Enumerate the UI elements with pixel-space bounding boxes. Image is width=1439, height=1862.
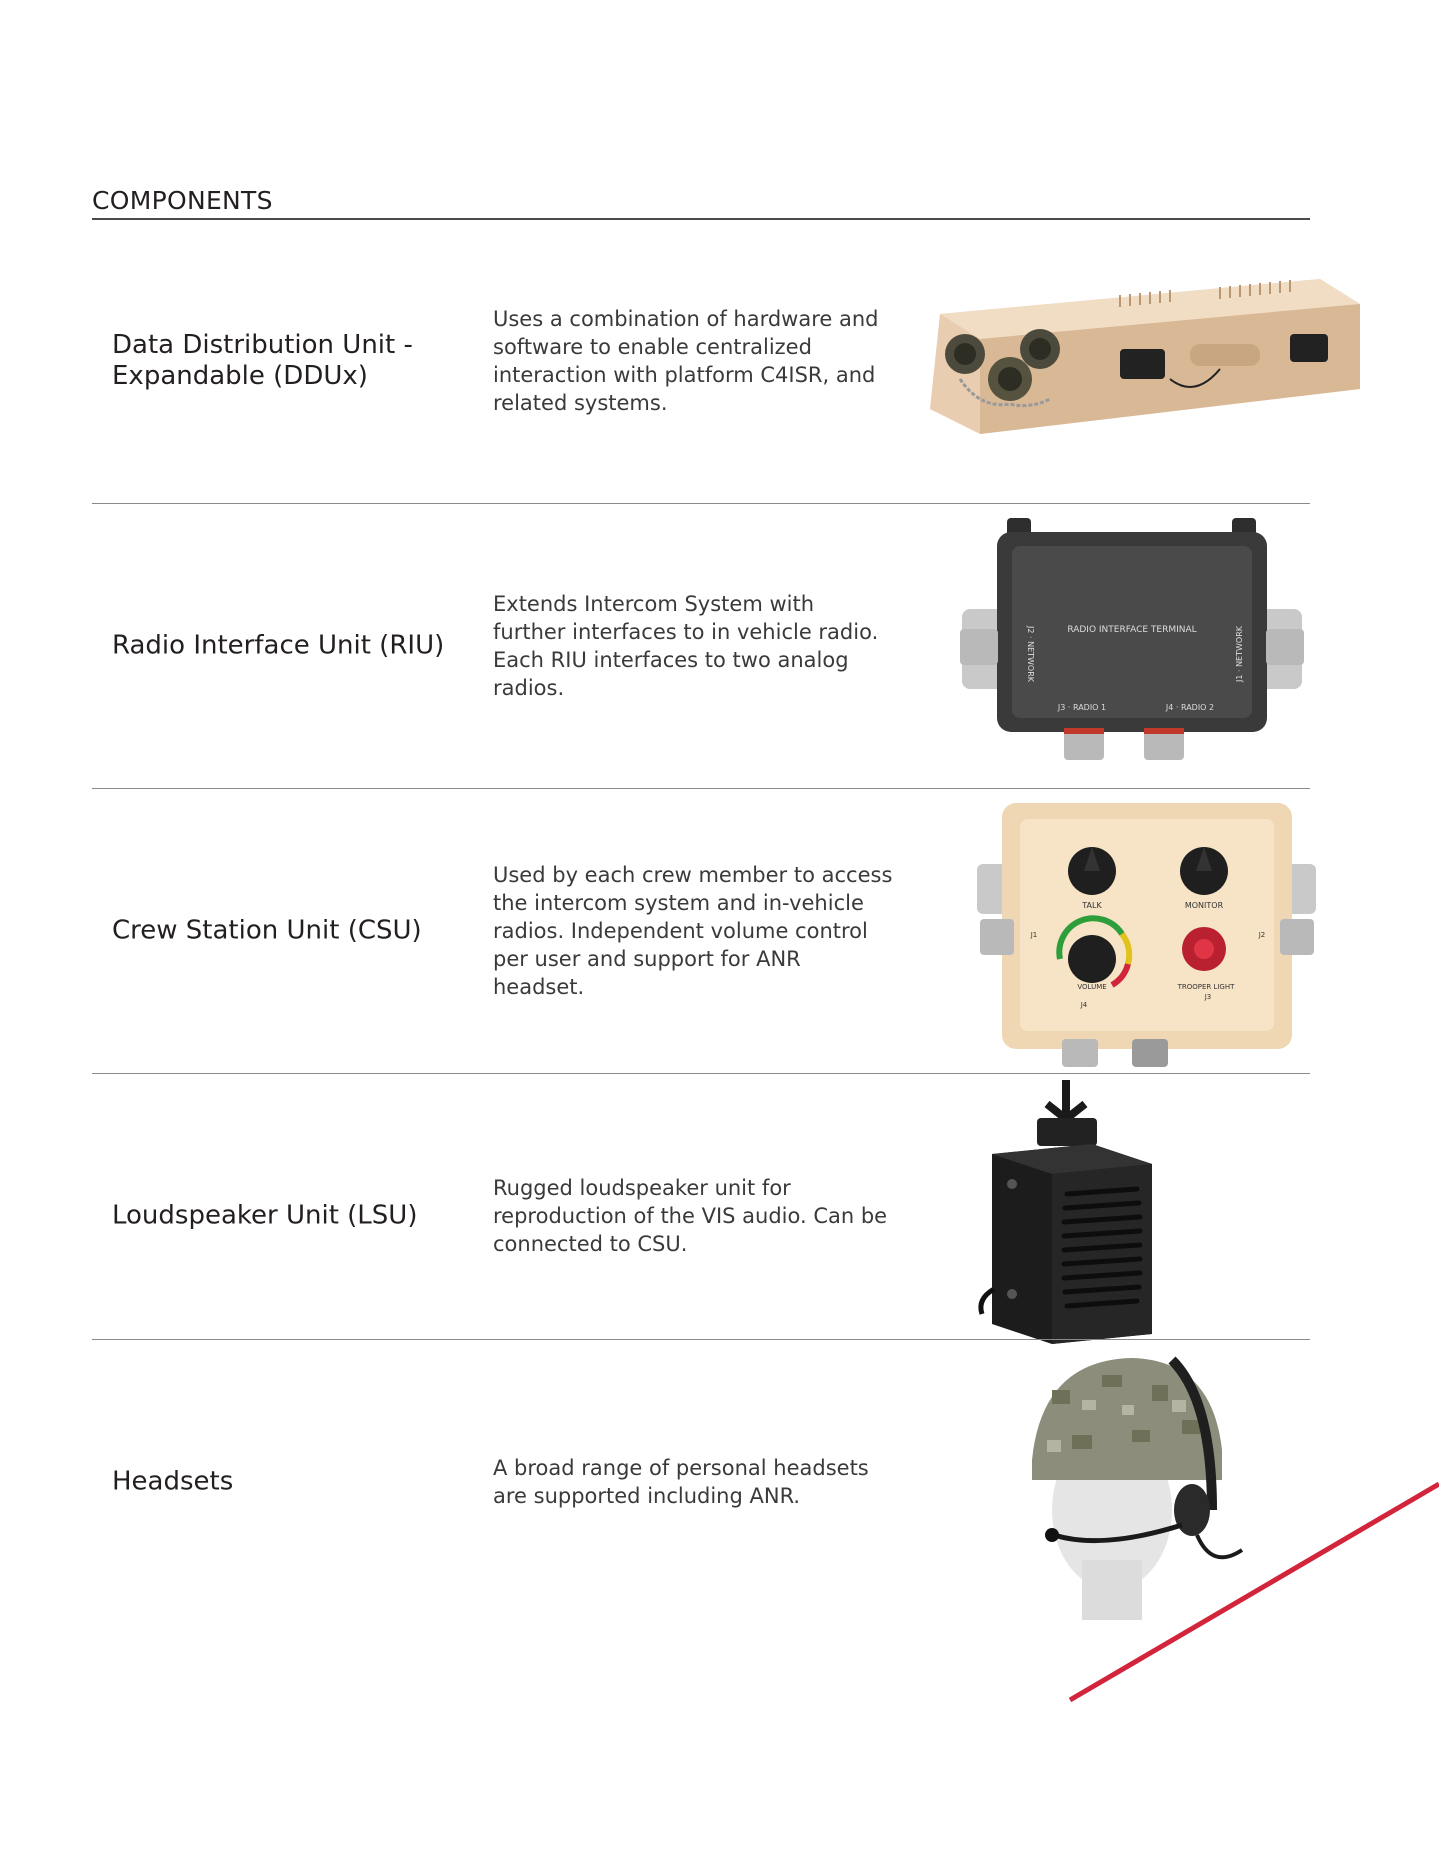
section-title: COMPONENTS bbox=[92, 186, 273, 215]
component-description: A broad range of personal headsets are supported including ANR. bbox=[493, 1456, 869, 1508]
component-description: Rugged loudspeaker unit for reproduction of the VIS audio. Can be connected to CSU. bbox=[493, 1176, 888, 1256]
riu-j1-label: J1 · NETWORK bbox=[1235, 625, 1244, 683]
riu-panel-label: RADIO INTERFACE TERMINAL bbox=[1067, 625, 1197, 635]
component-name: Loudspeaker Unit (LSU) bbox=[112, 1200, 418, 1231]
component-name: Headsets bbox=[112, 1466, 234, 1497]
csu-talk-label: TALK bbox=[1082, 901, 1102, 910]
riu-radio1-label: J3 · RADIO 1 bbox=[1057, 703, 1107, 712]
csu-j3-label: J3 bbox=[1204, 993, 1212, 1001]
component-description: Extends Intercom System with further interfaces to in vehicle radio. Each RIU interfaces to two analog radios. bbox=[493, 592, 879, 700]
csu-j1-label: J1 bbox=[1030, 931, 1038, 939]
csu-monitor-label: MONITOR bbox=[1184, 901, 1224, 910]
csu-j4-label: J4 bbox=[1080, 1001, 1088, 1009]
csu-volume-label: VOLUME bbox=[1077, 983, 1107, 991]
riu-j2-label: J2 · NETWORK bbox=[1026, 625, 1035, 683]
component-description: Used by each crew member to access the intercom system and in-vehicle radios. Independent volume control per user and support for ANR headset. bbox=[493, 863, 893, 999]
riu-radio2-label: J4 · RADIO 2 bbox=[1165, 703, 1215, 712]
component-name: Data Distribution Unit - Expandable (DDUx) bbox=[112, 330, 413, 391]
component-name: Radio Interface Unit (RIU) bbox=[112, 630, 445, 661]
component-name: Crew Station Unit (CSU) bbox=[112, 915, 422, 946]
csu-j2-label: J2 bbox=[1258, 931, 1266, 939]
component-description: Uses a combination of hardware and software to enable centralized interaction with platform C4ISR, and related systems. bbox=[493, 307, 879, 415]
csu-trooper-light-label: TROOPER LIGHT bbox=[1177, 983, 1235, 991]
